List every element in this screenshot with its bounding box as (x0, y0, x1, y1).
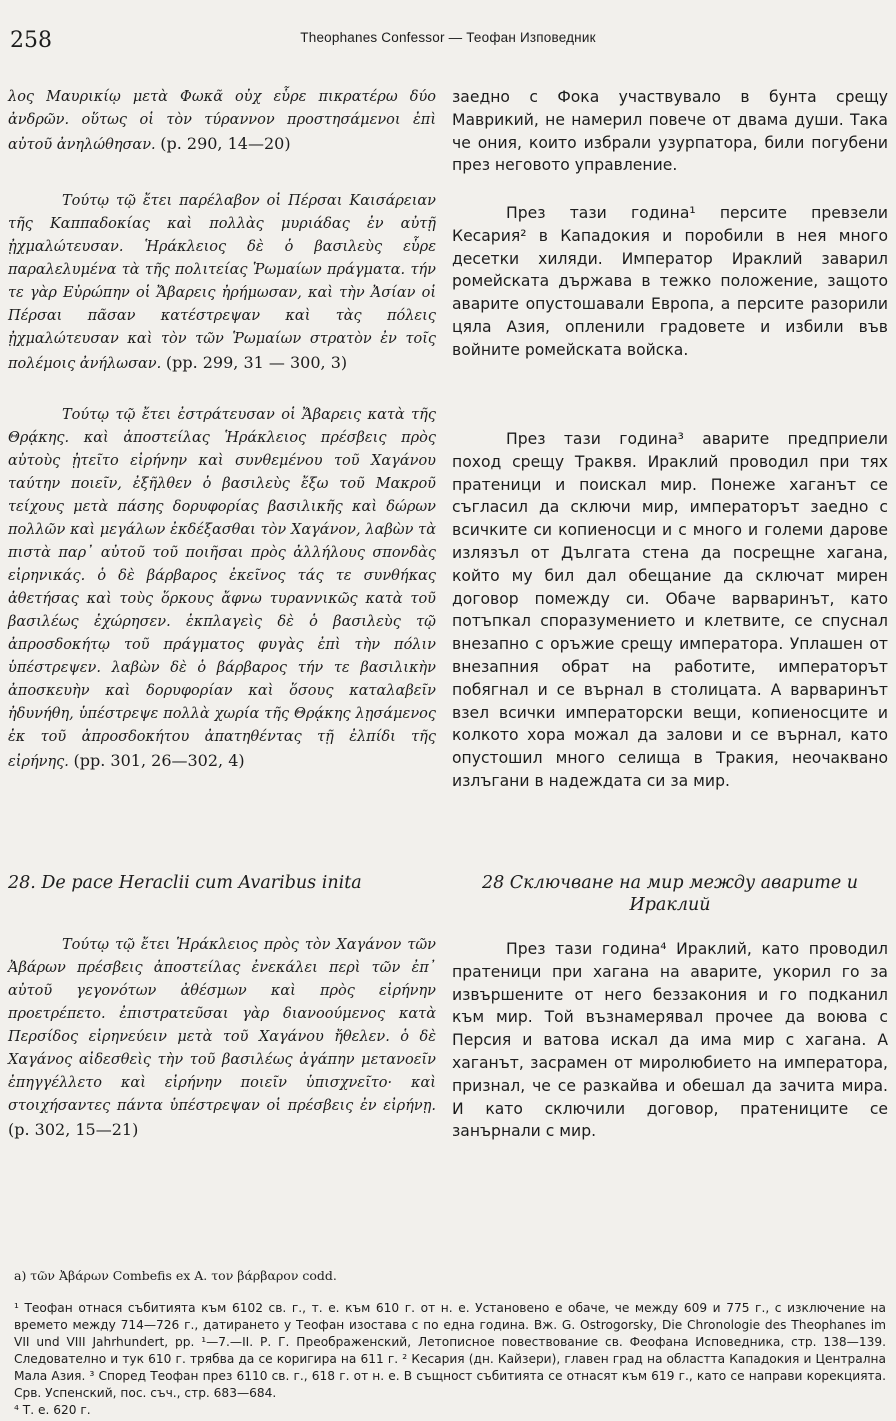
running-header: Theophanes Confessor — Теофан Изповедник (300, 30, 596, 45)
greek-reference: (p. 290, 14—20) (160, 134, 291, 153)
translation-text: През тази година⁴ Ираклий, като проводил пратеници при хагана на аварите, укорил го за извършените от него беззакония и го подканил към мир. Той възнамерявал прочее да воюва с Персия и ватова искал да има мир с хагана. А хаганът, засрамен от миролюбието на императора, признал, че се разкайва и обешал да зачита мира. И като сключили договор, пратениците се занърнали с мир. (452, 940, 888, 1141)
greek-reference: (pp. 301, 26—302, 4) (73, 751, 245, 770)
section-heading: 28. De pace Heraclii cum Avaribus inita (8, 873, 362, 893)
translation-text: През тази година¹ персите превзели Кесария² в Кападокия и поробили в нея много десетки хиляди. Император Ираклий заварил ромейската държава в тежко положение, защото аварите опустошавали Европа, а персите разорили цяла Азия, опленили градовете и избили във войните ромейската войска. (452, 204, 888, 359)
footnote-1-3: ¹ Теофан отнася събитията към 6102 св. г., т. е. към 610 г. от н. е. Установено е обаче, че между 609 и 775 г., с изключение на времето между 714—726 г., датирането у Теофан изостава с по една година. Вж. G. Ostrogorsky, Die Chronologie des Theophanes im VII und VIII Jahrhundert, pp. ¹—7.—II. Р. Г. Преображенский, Летописное повествование св. Феофана Исповедника, стр. 138—139. Следователно и тук 610 г. трябва да се коригира на 611 г. ² Кесария (дн. Кайзери), главен град на областта Кападокия и Централна Мала Азия. ³ Според Теофан през 6110 св. г., 618 г. от н. е. В същност събитията се отнасят към 619 г., като се направи корекцията. Срв. Успенский, пос. съч., стр. 683—684. (14, 1301, 886, 1400)
translation-passage-4 (452, 938, 888, 1143)
translation-text: През тази година³ аварите предприели поход срещу Траквя. Ираклий проводил при тях пратеници и поискал мир. Понеже хаганът се съгласил да сключи мир, императорът заедно с всичките си копиеносци и с много и големи дарове излязъл от Дългата стена да посрещне хагана, който му бил дал обещание да сключат мирен договор помежду си. Обаче варваринът, като потъпкал споразумението и клетвите, се спуснал внезапно с оръжие срещу императора. Уплашен от внезапния обрат на работите, императорът побягнал и се върнал в столицата. А варваринът взел всички императорски вещи, копиеносците и колкото хора можал да залови и се върнал, като опустошил много селища в Тракия, неочаквано излъгани в надеждата си за мир. (452, 430, 888, 790)
bulgarian-section-heading (452, 872, 888, 916)
page-number: 258 (10, 28, 52, 53)
footnotes (14, 1300, 886, 1419)
translation-passage-3 (452, 428, 888, 793)
translation-passage-1 (452, 86, 888, 177)
greek-reference: (p. 302, 15—21) (8, 1120, 139, 1139)
translation-text: заедно с Фока участвувало в бунта срещу Маврикий, не намерил повече от двама души. Така че ония, които избрали узурпатора, били погубени през неговото управление. (452, 88, 888, 175)
translation-passage-2 (452, 202, 888, 362)
greek-text: Τούτῳ τῷ ἔτει παρέλαβον οἱ Πέρσαι Καισάρειαν τῆς Καππαδοκίας καὶ πολλὰς μυριάδας ἐν αὐτῇ ᾐχμαλώτευσαν. Ἡράκλειος δὲ ὁ βασιλεὺς εὗρε παραλελυμένα τὰ τῆς πολιτείας Ῥωμαίων πράγματα. τήν τε γὰρ Εὐρώπην οἱ Ἄβαρεις ἠρήμωσαν, καὶ τὴν Ἀσίαν οἱ Πέρσαι πᾶσαν κατέστρεψαν καὶ τὰς πόλεις ᾐχμαλώτευσαν καὶ τὸν τῶν Ῥωμαίων στρατὸν ἐν τοῖς πολέμοις ἀνήλωσαν. (8, 193, 436, 372)
footnote-4: ⁴ Т. е. 620 г. (14, 1403, 91, 1417)
greek-passage-4 (8, 934, 436, 1143)
greek-text: λος Μαυρικίῳ μετὰ Φωκᾶ οὐχ εὗρε πικρατέρω δύο ἀνδρῶν. οὕτως οἱ τὸν τύραννον προστησάμενοι ἐπὶ αὐτοῦ ἀνηλώθησαν. (8, 89, 436, 153)
greek-text: Τούτῳ τῷ ἔτει Ἡράκλειος πρὸς τὸν Χαγάνον τῶν Ἀβάρων πρέσβεις ἀποστείλας ἐνεκάλει περὶ τῶν ἐπ᾽ αὐτοῦ γεγονότων ἀθέσμων καὶ πρὸς εἰρήνην προετρέπετο. ἐπιστρατεῦσαι γὰρ διανοούμενος κατὰ Περσίδος εἰρηνεύειν μετὰ τοῦ Χαγάνου ἤθελεν. ὁ δὲ Χαγάνος αἰδεσθεὶς τὴν τοῦ βασιλέως ἀγάπην μετανοεῖν ἐπηγγέλλετο καὶ εἰρήνην ποιεῖν ὑπισχνεῖτο· καὶ στοιχήσαντες πάντα ὑπέστρεψαν οἱ πρέσβεις ἐν εἰρήνῃ. (8, 937, 436, 1114)
section-heading: 28 Сключване на мир между аварите и Ираклий (481, 873, 859, 915)
latin-section-heading (8, 872, 436, 894)
greek-passage-1 (8, 86, 436, 157)
greek-text: Τούτῳ τῷ ἔτει ἐστράτευσαν οἱ Ἄβαρεις κατὰ τῆς Θρᾴκης. καὶ ἀποστείλας Ἡράκλειος πρέσβεις πρὸς αὐτοὺς ᾐτεῖτο εἰρήνην καὶ συνθεμένου τοῦ Χαγάνου ταύτην ποιεῖν, ἐξῆλθεν ὁ βασιλεὺς ἔξω τοῦ Μακροῦ τείχους μετὰ πάσης δορυφορίας βασιλικῆς καὶ δώρων πολλῶν καὶ μεγάλων ἐκδέξασθαι τὸν Χαγάνον, λαβὼν τὰ πιστὰ παρ᾽ αὐτοῦ τοῦ ποιῆσαι πρὸς ἀλλήλους σπονδὰς εἰρηνικάς. ὁ δὲ βάρβαρος ἐκεῖνος τάς τε συνθήκας ἀθετήσας καὶ τοὺς ὅρκους ἄφνω τυραννικῶς κατὰ τοῦ βασιλέως ἐχώρησεν. ἐκπλαγεὶς δὲ ὁ βασιλεὺς τῷ ἀπροσδοκήτῳ τοῦ πράγματος φυγὰς ἐπὶ τὴν πόλιν ὑπέστρεψεν. λαβὼν δὲ ὁ βάρβαρος τήν τε βασιλικὴν ἀποσκευὴν καὶ δορυφορίαν καὶ ὅσους καταλαβεῖν ἠδυνήθη, ὑπέστρεψε πολλὰ χωρία τῆς Θρᾴκης λῃσάμενος ἐκ τοῦ ἀπροσδοκήτου ἀπατηθέντας τῇ ἐλπίδι τῆς εἰρήνης. (8, 407, 436, 770)
greek-passage-2 (8, 190, 436, 376)
apparatus-criticus: a) τῶν Ἀβάρων Combefis ex A. τον βάρβαρον codd. (14, 1268, 337, 1283)
greek-passage-3 (8, 404, 436, 774)
greek-reference: (pp. 299, 31 — 300, 3) (165, 353, 348, 372)
